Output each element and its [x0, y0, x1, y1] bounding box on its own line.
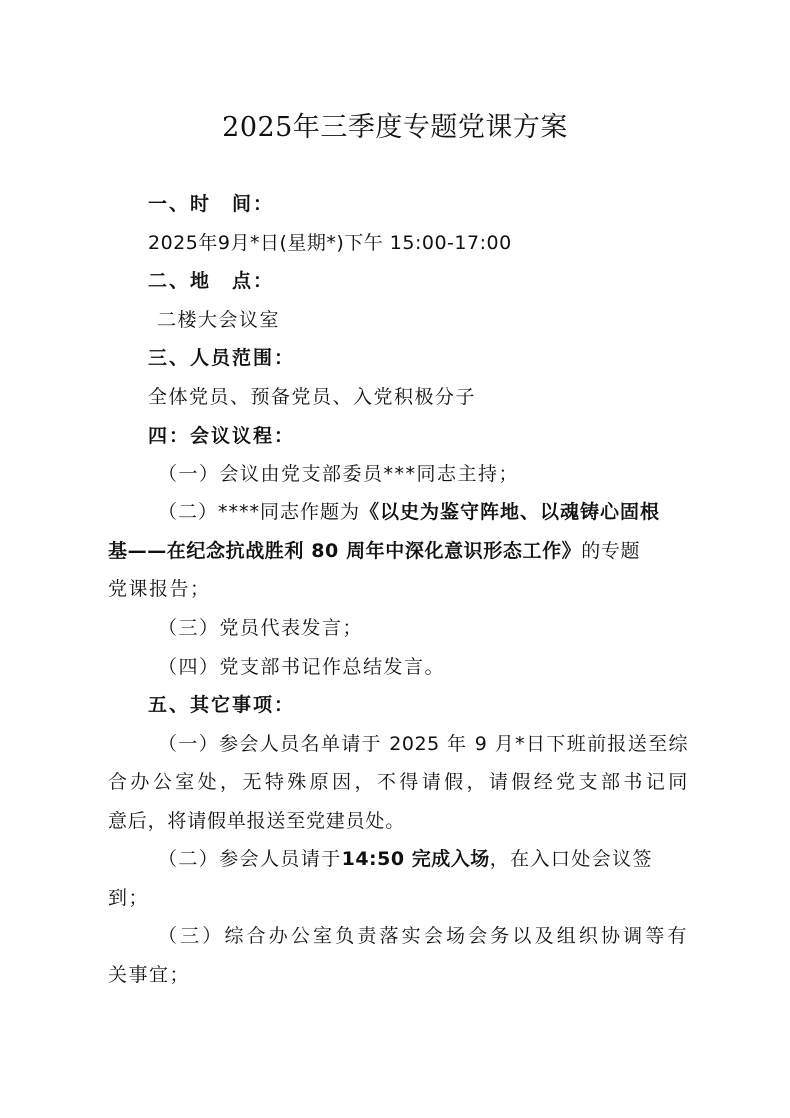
other-item-1-line-2: 合办公室处，无特殊原因，不得请假，请假经党支部书记同 — [108, 771, 688, 793]
other-item-1-line-3: 意后，将请假单报送至党建员处。 — [108, 810, 406, 832]
document-title: 2025年三季度专题党课方案 — [222, 112, 568, 143]
agenda-item-2-line-3: 党课报告； — [108, 578, 211, 600]
other-item-2-time: 14:50 完成入场 — [341, 848, 490, 870]
people-value: 全体党员、预备党员、入党积极分子 — [148, 386, 477, 408]
people-heading: 三、人员范围： — [148, 347, 296, 369]
agenda-heading: 四：会议议程： — [148, 425, 296, 447]
agenda-item-2-line-2 — [108, 538, 688, 564]
other-item-2-prefix: （二）参会人员请于 — [158, 848, 342, 870]
agenda-item-2-line-1 — [158, 499, 688, 525]
agenda-item-2-topic-part-2: 基——在纪念抗战胜利 80 周年中深化意识形态工作》 — [108, 540, 582, 562]
other-item-2-suffix: ，在入口处会议签 — [489, 848, 653, 870]
time-heading: 一、时 间： — [148, 193, 275, 215]
other-item-3-line-2: 关事宜； — [108, 964, 191, 986]
time-value: 2025年9月*日(星期*)下午 15:00-17:00 — [148, 232, 512, 254]
other-item-3-line-1: （三）综合办公室负责落实会场会务以及组织协调等有 — [158, 925, 688, 947]
place-heading: 二、地 点： — [148, 270, 275, 292]
other-item-2-line-2: 到； — [108, 887, 150, 909]
agenda-item-2-prefix: （二）****同志作题为 — [158, 501, 361, 523]
agenda-item-4: （四）党支部书记作总结发言。 — [158, 656, 446, 678]
other-heading: 五、其它事项： — [148, 694, 296, 716]
agenda-item-1: （一）会议由党支部委员***同志主持； — [158, 463, 520, 485]
agenda-item-2-topic-part-1: 《以史为鉴守阵地、以魂铸心固根 — [360, 501, 661, 523]
other-item-2-line-1 — [158, 846, 688, 872]
agenda-item-2-suffix: 的专题 — [581, 540, 641, 562]
other-item-1-line-1: （一）参会人员名单请于 2025 年 9 月*日下班前报送至综 — [158, 733, 688, 755]
agenda-item-3: （三）党员代表发言； — [158, 617, 364, 639]
place-value: 二楼大会议室 — [157, 309, 281, 331]
